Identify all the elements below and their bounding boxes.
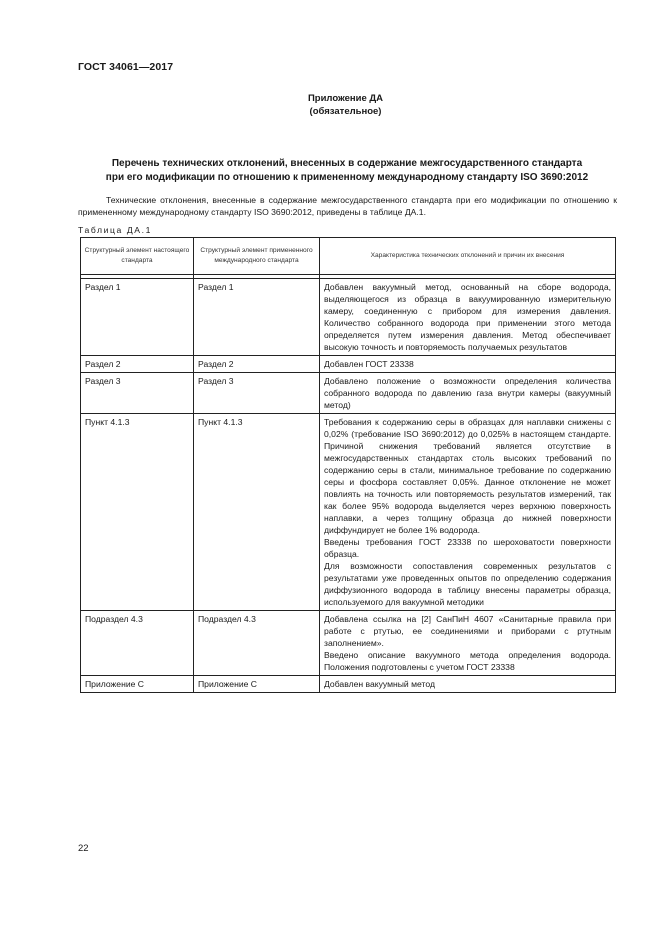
section-title-line-2: при его модификации по отношению к примененному международному стандарту ISO 3690:2012 — [105, 172, 589, 183]
description-paragraph: Введено описание вакуумного метода определения водорода. Положения подготовлены с учетом ГОСТ 23338 — [324, 650, 611, 672]
table-row — [81, 611, 616, 676]
cell-deviation-description — [320, 611, 616, 676]
intro-paragraph: Технические отклонения, внесенные в содержание межгосударственного стандарта при его модификации по отношению к примененному международному стандарту ISO 3690:2012, приведены в таблице ДА.1. — [78, 195, 617, 217]
description-paragraph: Добавлена ссылка на [2] СанПиН 4607 «Санитарные правила при работе с ртутью, ее соединениями и приборами с ртутным заполнением». — [324, 614, 611, 648]
deviations-table — [80, 237, 616, 693]
cell-international-standard: Пункт 4.1.3 — [194, 414, 320, 611]
appendix-heading — [0, 92, 661, 118]
cell-deviation-description — [320, 414, 616, 611]
header-cell-deviation-description: Характеристика технических отклонений и причин их внесения — [320, 238, 616, 275]
description-paragraph: Требования к содержанию серы в образцах для наплавки снижены с 0,02% (требование ISO 3690:2012) до 0,025% в настоящем стандарте. Причиной снижения требований является отсутствие в межгосударственных стандартах столь высоких требований по содержанию серы в стали, минимальное требование по содержанию серы и фосфора составляет 0,05%. Данное отклонение не может повлиять на точность или повторяемость результатов измерений, так как более 95% водорода выделяется через верхнюю поверхность наплавки, а через толщину образца до нижней поверхности диффундирует не более 1% водорода. — [324, 417, 611, 535]
table-header-row — [81, 238, 616, 275]
cell-this-standard: Раздел 3 — [81, 373, 194, 414]
cell-deviation-description: Добавлен вакуумный метод, основанный на сборе водорода, выделяющегося из образца в вакуумированную измерительную камеру, соединенную с прибором для измерения давления. Количество собранного водорода при применении этого метода определяется путем измерения давления. Метод обеспечивает высокую точность и повторяемость получаемых результатов — [320, 279, 616, 356]
cell-this-standard: Пункт 4.1.3 — [81, 414, 194, 611]
cell-deviation-description: Добавлен вакуумный метод — [320, 676, 616, 693]
table-row — [81, 279, 616, 356]
cell-international-standard: Раздел 1 — [194, 279, 320, 356]
document-code: ГОСТ 34061—2017 — [78, 61, 174, 73]
cell-this-standard: Подраздел 4.3 — [81, 611, 194, 676]
cell-this-standard: Раздел 1 — [81, 279, 194, 356]
cell-deviation-description: Добавлено положение о возможности определения количества собранного водорода по давлению газа внутри камеры (вакуумный метод) — [320, 373, 616, 414]
header-cell-international-standard: Структурный элемент примененного международного стандарта — [194, 238, 320, 275]
table-row — [81, 414, 616, 611]
cell-international-standard: Раздел 2 — [194, 356, 320, 373]
table-caption: Таблица ДА.1 — [78, 225, 153, 235]
cell-international-standard: Приложение С — [194, 676, 320, 693]
section-title — [78, 157, 616, 185]
table-row — [81, 676, 616, 693]
cell-this-standard: Приложение С — [81, 676, 194, 693]
header-cell-this-standard: Структурный элемент настоящего стандарта — [81, 238, 194, 275]
description-paragraph: Введены требования ГОСТ 23338 по шероховатости поверхности образца. — [324, 537, 611, 559]
cell-this-standard: Раздел 2 — [81, 356, 194, 373]
description-paragraph: Для возможности сопоставления современных результатов с результатами уже проведенных опытов по определению содержания диффузионного водорода в таблицу внесены параметры образца, используемого для вакуумной методики — [324, 561, 611, 607]
cell-international-standard: Подраздел 4.3 — [194, 611, 320, 676]
section-title-line-1: Перечень технических отклонений, внесенных в содержание межгосударственного стандарта — [111, 158, 583, 169]
cell-deviation-description: Добавлен ГОСТ 23338 — [320, 356, 616, 373]
page-number: 22 — [78, 843, 89, 854]
appendix-title: Приложение ДА — [307, 93, 384, 104]
table-row — [81, 373, 616, 414]
table-row — [81, 356, 616, 373]
cell-international-standard: Раздел 3 — [194, 373, 320, 414]
appendix-status: (обязательное) — [309, 106, 382, 117]
